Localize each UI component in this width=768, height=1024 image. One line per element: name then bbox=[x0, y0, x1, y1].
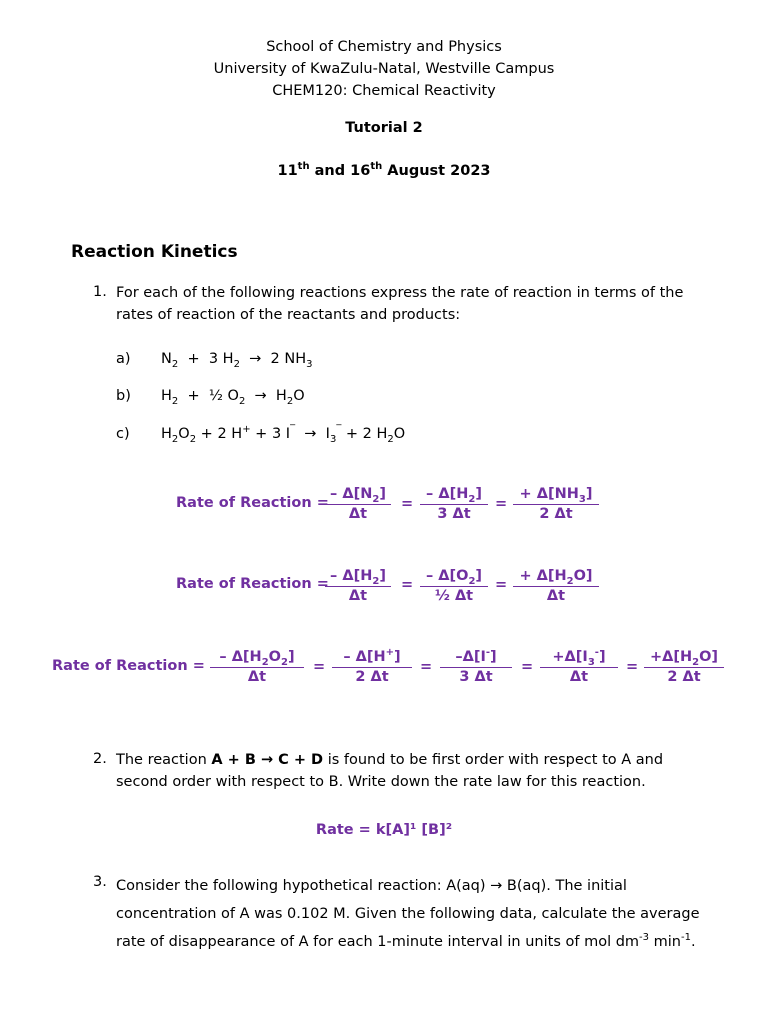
equals-sign: = bbox=[401, 496, 414, 512]
fraction-c-h2o: $\frac{+\Delta[H_2O]}{2 \Delta t}$ bbox=[644, 648, 724, 686]
equals-sign: = bbox=[626, 659, 639, 675]
equals-sign: = bbox=[420, 659, 433, 675]
course-title: CHEM120: Chemical Reactivity bbox=[272, 83, 496, 99]
rate-label-a: Rate of Reaction = bbox=[176, 495, 329, 511]
q3-number: 3. bbox=[93, 874, 107, 890]
fraction-b-h2o: $\frac{+ \Delta[H_2O]}{\Delta t}$ bbox=[513, 567, 599, 605]
school-name: School of Chemistry and Physics bbox=[266, 39, 502, 55]
equals-sign: = bbox=[495, 496, 508, 512]
q2-number: 2. bbox=[93, 751, 107, 767]
q1a-label: a) bbox=[116, 351, 131, 367]
q2-text: The reaction A + B → C + D is found to be first order with respect to A and second order with respect to B. Write down the rate law for this reaction. bbox=[116, 752, 664, 790]
fraction-c-h2o2: $\frac{- \Delta[H_2O_2]}{\Delta t}$ bbox=[210, 648, 304, 686]
tutorial-title: Tutorial 2 bbox=[345, 120, 423, 136]
fraction-c-i3: $\frac{+\Delta[I_3^-]}{\Delta t}$ bbox=[540, 648, 618, 686]
equals-sign: = bbox=[521, 659, 534, 675]
q3-text: Consider the following hypothetical reaction: A(aq) → B(aq). The initial concentration of A was 0.102 M. Given the following data, calculate the average rate of disappearance of A for each 1-minute interval in units of mol $dm^{-3}$ $\min^{-1}$. bbox=[116, 878, 700, 950]
equals-sign: = bbox=[401, 577, 414, 593]
q1a-equation: $N_2 + 3$ $H_2 \to 2$ $NH_3$ bbox=[161, 351, 313, 370]
fraction-a-nh3: $\frac{+ \Delta[NH_3]}{2 \Delta t}$ bbox=[513, 485, 599, 523]
fraction-c-iodide: $\frac{-\Delta[I^-]}{3 \Delta t}$ bbox=[440, 648, 512, 686]
q2-answer: Rate = k[A]¹ [B]² bbox=[315, 822, 453, 838]
q1c-label: c) bbox=[116, 426, 130, 442]
equals-sign: = bbox=[495, 577, 508, 593]
q1-text: For each of the following reactions express the rate of reaction in terms of the rates of reaction of the reactants and products: bbox=[116, 285, 684, 323]
university-name: University of KwaZulu-Natal, Westville Campus bbox=[213, 61, 555, 77]
q1b-equation: $H_2$ + ½ $O_2 \to H_2O$ bbox=[161, 388, 305, 407]
fraction-b-o2: $\frac{- \Delta[O_2]}{\text{½ Δt}}$ bbox=[420, 567, 488, 605]
equals-sign: = bbox=[313, 659, 326, 675]
fraction-c-hplus: $\frac{- \Delta[H^+]}{2 \Delta t}$ bbox=[332, 648, 412, 686]
rate-label-b: Rate of Reaction = bbox=[176, 576, 329, 592]
q1c-equation: $H_2O_2 + 2$ H+ + 3 $I^‾ \to I_3^‾ + 2$ $H_2O$ bbox=[161, 424, 406, 445]
q1-number: 1. bbox=[93, 284, 107, 300]
section-title: Reaction Kinetics bbox=[71, 242, 238, 262]
rate-label-c: Rate of Reaction = bbox=[52, 658, 205, 674]
fraction-b-h2: $\frac{- \Delta[H_2]}{\Delta t}$ bbox=[325, 567, 391, 605]
fraction-a-n2: $\frac{- \Delta[N_2]}{\Delta t}$ bbox=[325, 485, 391, 523]
q1b-label: b) bbox=[116, 388, 131, 404]
fraction-a-h2: $\frac{- \Delta[H_2]}{3 \Delta t}$ bbox=[420, 485, 488, 523]
tutorial-date: 11th and 16th August 2023 bbox=[277, 161, 491, 179]
